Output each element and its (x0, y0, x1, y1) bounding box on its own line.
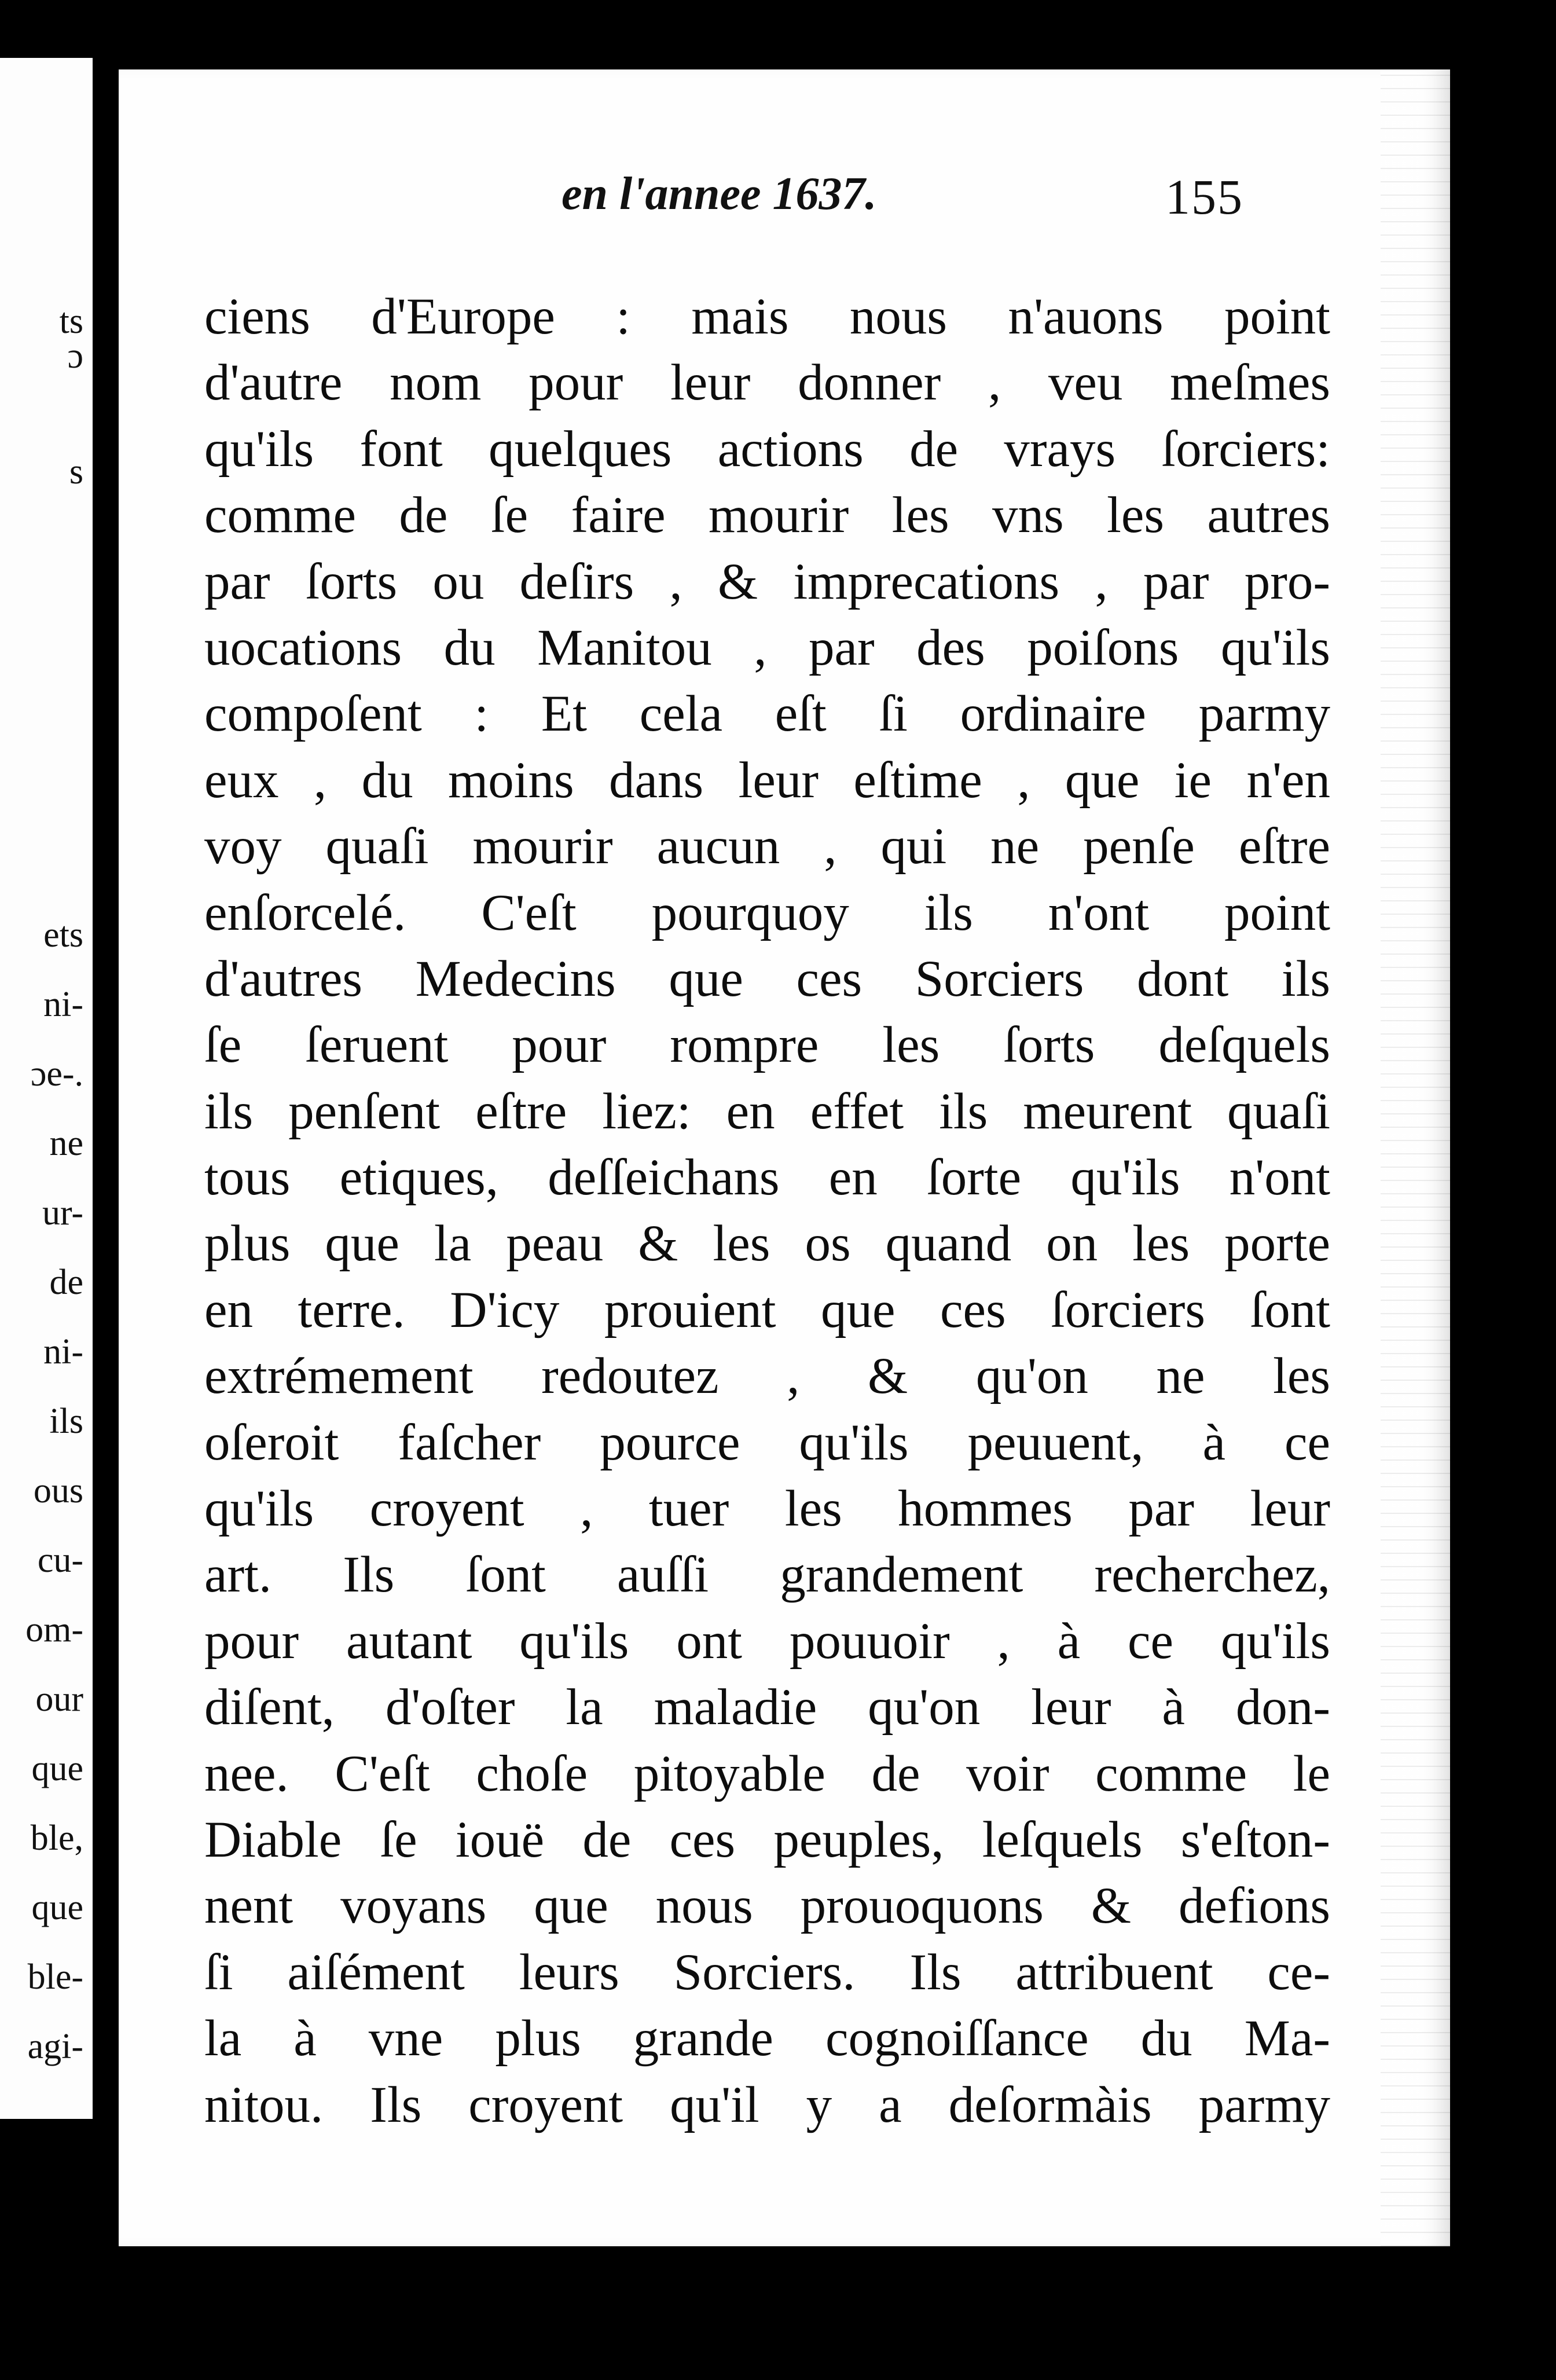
text-line: uocations du Manitou , par des poiſons qu'ils (204, 619, 1330, 676)
text-line: tous etiques, deſſeichans en ſorte qu'ils n'ont (204, 1149, 1330, 1206)
text-line: ſe ſeruent pour rompre les ſorts deſquels (204, 1017, 1330, 1074)
facing-page-text-fragment: ils (49, 1402, 83, 1441)
text-line: nitou. Ils croyent qu'il y a deſormàis parmy (204, 2076, 1330, 2133)
body-text (204, 284, 1330, 2138)
text-line: en terre. D'icy prouient que ces ſorciers ſont (204, 1281, 1330, 1338)
facing-page-text-fragment: ɔ (67, 336, 83, 376)
page-header (119, 168, 1450, 237)
facing-page-text-fragment: ni- (43, 985, 83, 1024)
facing-page-text-fragment: our (35, 1679, 83, 1719)
facing-page-text-fragment: ets (43, 915, 83, 955)
text-line: d'autres Medecins que ces Sorciers dont ils (204, 950, 1330, 1007)
text-line: oſeroit faſcher pource qu'ils peuuent, à ce (204, 1414, 1330, 1471)
facing-page-text-fragment: ble, (30, 1818, 83, 1858)
facing-page-text-fragment: ne (49, 1124, 83, 1163)
book-page (119, 69, 1450, 2246)
text-line: qu'ils font quelques actions de vrays ſorciers: (204, 420, 1330, 478)
text-line: compoſent : Et cela eſt ſi ordinaire parmy (204, 685, 1330, 743)
facing-page-text-fragment: cu- (37, 1541, 83, 1580)
text-line: extrémement redoutez , & qu'on ne les (204, 1348, 1330, 1405)
facing-page-text-fragment: ni- (43, 1332, 83, 1371)
facing-page-fragment (0, 58, 93, 2119)
text-line: qu'ils croyent , tuer les hommes par leur (204, 1480, 1330, 1538)
text-line: pour autant qu'ils ont pouuoir , à ce qu'ils (204, 1612, 1330, 1670)
book-gutter (93, 0, 122, 2380)
facing-page-text-fragment: ur- (42, 1193, 83, 1233)
text-line: eux , du moins dans leur eſtime , que ie n'en (204, 751, 1330, 809)
facing-page-text-fragment: que (31, 1888, 83, 1927)
page-edge-shadow (1381, 69, 1450, 2246)
text-line: voy quaſi mourir aucun , qui ne penſe eſtre (204, 818, 1330, 875)
text-line: d'autre nom pour leur donner , veu meſmes (204, 354, 1330, 412)
facing-page-text-fragment: que (31, 1749, 83, 1788)
facing-page-text-fragment: om- (25, 1610, 83, 1649)
text-line: diſent, d'oſter la maladie qu'on leur à don- (204, 1679, 1330, 1736)
text-line: nent voyans que nous prouoquons & defions (204, 1877, 1330, 1935)
facing-page-text-fragment: s (69, 452, 83, 492)
facing-page-text-fragment: ɔe-. (30, 1054, 83, 1094)
text-line: ſi aiſément leurs Sorciers. Ils attribuent ce- (204, 1943, 1330, 2001)
text-line: ils penſent eſtre liez: en effet ils meurent quaſi (204, 1083, 1330, 1140)
text-line: ciens d'Europe : mais nous n'auons point (204, 288, 1330, 345)
text-line: comme de ſe faire mourir les vns les autres (204, 487, 1330, 544)
text-line: la à vne plus grande cognoiſſance du Ma- (204, 2010, 1330, 2067)
facing-page-text-fragment: de (49, 1263, 83, 1302)
text-line: plus que la peau & les os quand on les porte (204, 1215, 1330, 1272)
text-line: par ſorts ou deſirs , & imprecations , par pro- (204, 553, 1330, 610)
text-line: nee. C'eſt choſe pitoyable de voir comme le (204, 1745, 1330, 1802)
running-head: en l'annee 1637. (562, 168, 877, 219)
facing-page-text-fragment: ous (33, 1471, 83, 1510)
text-line: enſorcelé. C'eſt pourquoy ils n'ont point (204, 884, 1330, 941)
facing-page-text-fragment: agi- (27, 2027, 83, 2066)
page-number: 155 (1165, 169, 1243, 225)
facing-page-text-fragment: ble- (27, 1957, 83, 1997)
text-line: Diable ſe iouë de ces peuples, leſquels s'eſton- (204, 1811, 1330, 1868)
facing-page-text-fragment: ts (59, 302, 83, 341)
text-line: art. Ils ſont auſſi grandement recherchez, (204, 1546, 1330, 1604)
